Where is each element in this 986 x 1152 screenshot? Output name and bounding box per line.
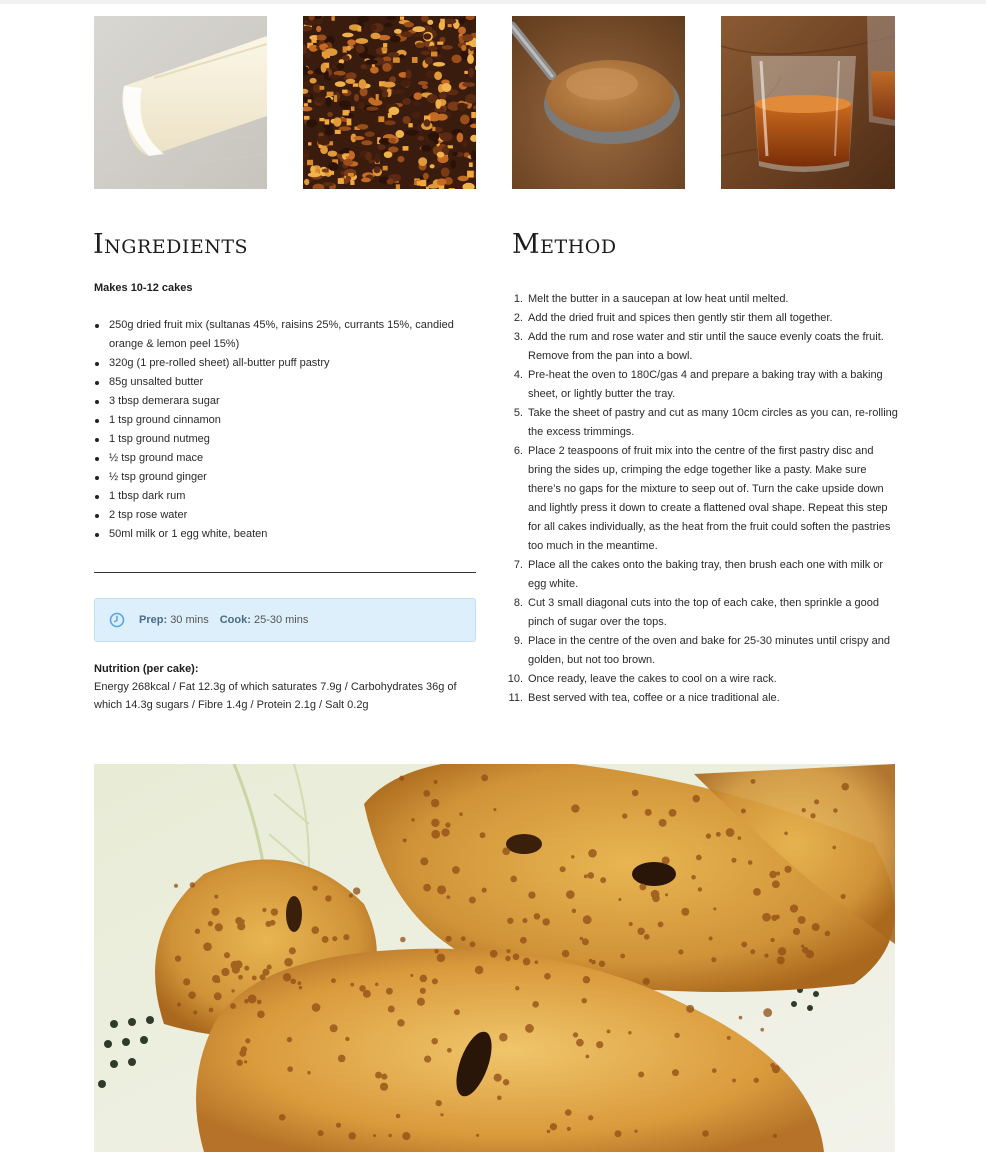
dried-fruit-image (303, 16, 476, 189)
method-step: 7. Place all the cakes onto the baking tray, then brush each one with milk or egg white. (513, 559, 884, 590)
eccles-cakes-image (94, 764, 895, 1152)
ingredient-item: 1 tsp ground cinnamon (94, 411, 476, 430)
time-info-box (94, 598, 476, 642)
puff-pastry-image (94, 16, 267, 189)
method-heading: Method (512, 229, 617, 260)
method-steps-list (506, 290, 898, 708)
method-step: 1. Melt the butter in a saucepan at low heat until melted. (513, 293, 789, 305)
method-step: 8. Cut 3 small diagonal cuts into the top of each cake, then sprinkle a good pinch of sugar over the tops. (513, 597, 879, 628)
ingredient-item: 320g (1 pre-rolled sheet) all-butter puff pastry (94, 354, 476, 373)
method-step: 6. Place 2 teaspoons of fruit mix into the centre of the first pastry disc and bring the sides up, crimping the edge together like a pasty. Make sure there’s no gaps for the mixture to seep out of. Turn the cake upside down and lightly press it down to create a flattened oval shape. Repeat this step for all cakes individually, as the heat from the fruit could soften the pastries too much in the meantime. (513, 445, 891, 552)
ingredient-item: 1 tsp ground nutmeg (94, 430, 476, 449)
spice-spoon-image (512, 16, 685, 189)
cook-label: Cook: (219, 614, 251, 626)
method-step: 10. Once ready, leave the cakes to cool on a wire rack. (507, 673, 777, 685)
ingredient-item: 1 tbsp dark rum (94, 487, 476, 506)
ingredient-item: 2 tsp rose water (94, 506, 476, 525)
ingredients-list (94, 316, 476, 544)
nutrition-text: Energy 268kcal / Fat 12.3g of which saturates 7.9g / Carbohydrates 36g of which 14.3g sugars / Fibre 1.4g / Protein 2.1g / Salt 0.2g (94, 681, 457, 711)
ingredients-section (94, 282, 476, 544)
method-step: 5. Take the sheet of pastry and cut as many 10cm circles as you can, re-rolling the excess trimmings. (513, 407, 898, 438)
ingredient-item: 3 tbsp demerara sugar (94, 392, 476, 411)
method-step: 2. Add the dried fruit and spices then gently stir them all together. (513, 312, 833, 324)
top-bar (0, 0, 986, 4)
nutrition-section (94, 660, 479, 714)
nutrition-heading: Nutrition (per cake): (94, 663, 199, 675)
clock-icon (109, 612, 125, 628)
rum-glass-image (721, 16, 895, 189)
method-step: 11. Best served with tea, coffee or a nice traditional ale. (508, 692, 780, 704)
cook-value: 25-30 mins (253, 614, 309, 626)
yield-text: Makes 10-12 cakes (94, 282, 193, 294)
ingredient-item: ½ tsp ground ginger (94, 468, 476, 487)
method-section (506, 290, 898, 708)
method-step: 4. Pre-heat the oven to 180C/gas 4 and prepare a baking tray with a baking sheet, or lightly butter the tray. (513, 369, 883, 400)
ingredient-item: 250g dried fruit mix (sultanas 45%, raisins 25%, currants 15%, candied orange & lemon peel 15%) (94, 316, 476, 354)
method-step: 3. Add the rum and rose water and stir until the sauce evenly coats the fruit. Remove from the pan into a bowl. (513, 331, 884, 362)
ingredient-item: ½ tsp ground mace (94, 449, 476, 468)
divider (94, 572, 476, 573)
ingredient-item: 85g unsalted butter (94, 373, 476, 392)
ingredient-item: 50ml milk or 1 egg white, beaten (94, 525, 476, 544)
prep-label: Prep: (139, 614, 168, 626)
method-step: 9. Place in the centre of the oven and bake for 25-30 minutes until crispy and golden, but not too brown. (513, 635, 890, 666)
ingredients-heading: Ingredients (93, 229, 249, 260)
prep-value: 30 mins (170, 614, 209, 626)
